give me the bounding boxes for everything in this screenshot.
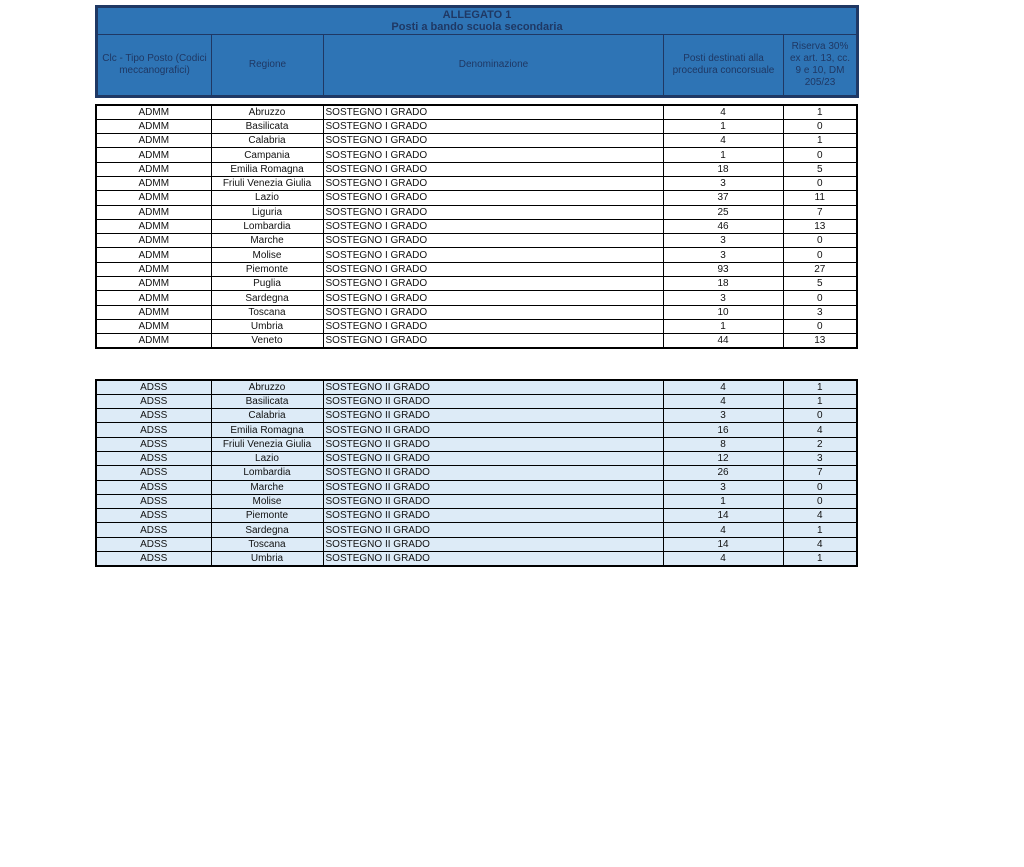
region-cell: Umbria (211, 319, 323, 333)
posti-cell: 14 (663, 537, 783, 551)
region-cell: Lombardia (211, 466, 323, 480)
region-cell: Emilia Romagna (211, 162, 323, 176)
title-line-2: Posti a bando scuola secondaria (391, 21, 563, 33)
table-row (96, 219, 857, 233)
denomination-cell: SOSTEGNO I GRADO (323, 191, 663, 205)
posti-cell: 4 (663, 523, 783, 537)
region-cell: Lazio (211, 191, 323, 205)
col-header-regione: Regione (212, 35, 324, 97)
table-row (96, 176, 857, 190)
region-cell: Basilicata (211, 119, 323, 133)
table-row (96, 334, 857, 348)
denomination-cell: SOSTEGNO I GRADO (323, 105, 663, 119)
region-cell: Calabria (211, 409, 323, 423)
code-cell: ADMM (96, 234, 211, 248)
posti-cell: 1 (663, 319, 783, 333)
table-row (96, 509, 857, 523)
table-row (96, 305, 857, 319)
riserva-cell: 0 (783, 248, 857, 262)
code-cell: ADSS (96, 380, 211, 394)
denomination-cell: SOSTEGNO I GRADO (323, 262, 663, 276)
code-cell: ADMM (96, 334, 211, 348)
posti-cell: 26 (663, 466, 783, 480)
col-header-riserva: Riserva 30% ex art. 13, cc. 9 e 10, DM 205/23 (784, 35, 858, 97)
region-cell: Toscana (211, 305, 323, 319)
region-cell: Friuli Venezia Giulia (211, 437, 323, 451)
table-row (96, 291, 857, 305)
code-cell: ADSS (96, 509, 211, 523)
region-cell: Sardegna (211, 523, 323, 537)
table-row (96, 205, 857, 219)
table-row (96, 552, 857, 566)
posti-cell: 93 (663, 262, 783, 276)
table-adss-sostegno-ii-grado (95, 379, 858, 567)
region-cell: Basilicata (211, 394, 323, 408)
code-cell: ADMM (96, 134, 211, 148)
region-cell: Emilia Romagna (211, 423, 323, 437)
posti-cell: 3 (663, 248, 783, 262)
riserva-cell: 1 (783, 380, 857, 394)
table-admm-body (96, 105, 857, 348)
code-cell: ADMM (96, 191, 211, 205)
region-cell: Lazio (211, 451, 323, 465)
denomination-cell: SOSTEGNO I GRADO (323, 119, 663, 133)
riserva-cell: 0 (783, 176, 857, 190)
posti-cell: 18 (663, 277, 783, 291)
posti-cell: 3 (663, 409, 783, 423)
region-cell: Marche (211, 480, 323, 494)
table-row (96, 191, 857, 205)
allegato-header-block (95, 5, 859, 98)
col-header-posti: Posti destinati alla procedura concorsuale (664, 35, 784, 97)
riserva-cell: 0 (783, 494, 857, 508)
code-cell: ADMM (96, 105, 211, 119)
code-cell: ADSS (96, 437, 211, 451)
region-cell: Abruzzo (211, 105, 323, 119)
posti-cell: 4 (663, 105, 783, 119)
riserva-cell: 1 (783, 105, 857, 119)
code-cell: ADSS (96, 451, 211, 465)
column-header-row (97, 35, 858, 97)
table-row (96, 380, 857, 394)
denomination-cell: SOSTEGNO II GRADO (323, 523, 663, 537)
table-row (96, 423, 857, 437)
denomination-cell: SOSTEGNO I GRADO (323, 134, 663, 148)
table-row (96, 277, 857, 291)
posti-cell: 3 (663, 480, 783, 494)
region-cell: Piemonte (211, 262, 323, 276)
code-cell: ADSS (96, 394, 211, 408)
riserva-cell: 0 (783, 480, 857, 494)
code-cell: ADMM (96, 277, 211, 291)
denomination-cell: SOSTEGNO II GRADO (323, 394, 663, 408)
region-cell: Molise (211, 248, 323, 262)
table-row (96, 119, 857, 133)
riserva-cell: 1 (783, 394, 857, 408)
posti-cell: 3 (663, 234, 783, 248)
riserva-cell: 4 (783, 423, 857, 437)
code-cell: ADMM (96, 119, 211, 133)
riserva-cell: 0 (783, 148, 857, 162)
table-row (96, 523, 857, 537)
region-cell: Veneto (211, 334, 323, 348)
riserva-cell: 4 (783, 537, 857, 551)
region-cell: Campania (211, 148, 323, 162)
posti-cell: 4 (663, 380, 783, 394)
table-row (96, 409, 857, 423)
code-cell: ADSS (96, 537, 211, 551)
posti-cell: 4 (663, 552, 783, 566)
posti-cell: 12 (663, 451, 783, 465)
table-row (96, 537, 857, 551)
denomination-cell: SOSTEGNO I GRADO (323, 291, 663, 305)
table-row (96, 451, 857, 465)
posti-cell: 10 (663, 305, 783, 319)
title-line-1: ALLEGATO 1 (442, 9, 512, 21)
title-row (97, 7, 858, 35)
posti-cell: 18 (663, 162, 783, 176)
riserva-cell: 1 (783, 523, 857, 537)
denomination-cell: SOSTEGNO II GRADO (323, 509, 663, 523)
riserva-cell: 5 (783, 162, 857, 176)
riserva-cell: 4 (783, 509, 857, 523)
denomination-cell: SOSTEGNO I GRADO (323, 248, 663, 262)
riserva-cell: 13 (783, 219, 857, 233)
posti-cell: 4 (663, 394, 783, 408)
table-row (96, 105, 857, 119)
region-cell: Sardegna (211, 291, 323, 305)
posti-cell: 1 (663, 148, 783, 162)
region-cell: Molise (211, 494, 323, 508)
region-cell: Friuli Venezia Giulia (211, 176, 323, 190)
riserva-cell: 0 (783, 119, 857, 133)
code-cell: ADSS (96, 423, 211, 437)
col-header-denominazione: Denominazione (324, 35, 664, 97)
denomination-cell: SOSTEGNO II GRADO (323, 423, 663, 437)
riserva-cell: 1 (783, 134, 857, 148)
posti-cell: 37 (663, 191, 783, 205)
denomination-cell: SOSTEGNO I GRADO (323, 176, 663, 190)
denomination-cell: SOSTEGNO I GRADO (323, 277, 663, 291)
posti-cell: 4 (663, 134, 783, 148)
posti-cell: 1 (663, 494, 783, 508)
code-cell: ADSS (96, 466, 211, 480)
code-cell: ADMM (96, 305, 211, 319)
region-cell: Lombardia (211, 219, 323, 233)
table-row (96, 480, 857, 494)
riserva-cell: 13 (783, 334, 857, 348)
region-cell: Calabria (211, 134, 323, 148)
region-cell: Puglia (211, 277, 323, 291)
code-cell: ADMM (96, 262, 211, 276)
riserva-cell: 27 (783, 262, 857, 276)
region-cell: Umbria (211, 552, 323, 566)
posti-cell: 16 (663, 423, 783, 437)
document-title (97, 7, 858, 35)
code-cell: ADSS (96, 552, 211, 566)
region-cell: Liguria (211, 205, 323, 219)
region-cell: Abruzzo (211, 380, 323, 394)
riserva-cell: 0 (783, 234, 857, 248)
code-cell: ADMM (96, 176, 211, 190)
denomination-cell: SOSTEGNO II GRADO (323, 380, 663, 394)
col-header-tipo-posto: Clc - Tipo Posto (Codici meccanografici) (97, 35, 212, 97)
table-row (96, 262, 857, 276)
code-cell: ADSS (96, 494, 211, 508)
riserva-cell: 2 (783, 437, 857, 451)
table-row (96, 134, 857, 148)
region-cell: Piemonte (211, 509, 323, 523)
code-cell: ADMM (96, 319, 211, 333)
code-cell: ADSS (96, 523, 211, 537)
posti-cell: 46 (663, 219, 783, 233)
riserva-cell: 3 (783, 305, 857, 319)
denomination-cell: SOSTEGNO I GRADO (323, 148, 663, 162)
riserva-cell: 3 (783, 451, 857, 465)
code-cell: ADMM (96, 248, 211, 262)
riserva-cell: 0 (783, 319, 857, 333)
table-row (96, 319, 857, 333)
table-row (96, 394, 857, 408)
denomination-cell: SOSTEGNO I GRADO (323, 219, 663, 233)
table-adss-body (96, 380, 857, 566)
riserva-cell: 7 (783, 466, 857, 480)
table-row (96, 466, 857, 480)
riserva-cell: 1 (783, 552, 857, 566)
posti-cell: 25 (663, 205, 783, 219)
posti-cell: 44 (663, 334, 783, 348)
denomination-cell: SOSTEGNO I GRADO (323, 162, 663, 176)
posti-cell: 3 (663, 176, 783, 190)
denomination-cell: SOSTEGNO II GRADO (323, 494, 663, 508)
table-row (96, 148, 857, 162)
region-cell: Marche (211, 234, 323, 248)
posti-cell: 3 (663, 291, 783, 305)
denomination-cell: SOSTEGNO II GRADO (323, 437, 663, 451)
posti-cell: 8 (663, 437, 783, 451)
table-row (96, 162, 857, 176)
table-row (96, 437, 857, 451)
code-cell: ADSS (96, 409, 211, 423)
riserva-cell: 7 (783, 205, 857, 219)
table-row (96, 234, 857, 248)
table-row (96, 494, 857, 508)
code-cell: ADMM (96, 148, 211, 162)
riserva-cell: 0 (783, 409, 857, 423)
riserva-cell: 11 (783, 191, 857, 205)
code-cell: ADMM (96, 205, 211, 219)
code-cell: ADMM (96, 219, 211, 233)
denomination-cell: SOSTEGNO I GRADO (323, 305, 663, 319)
table-row (96, 248, 857, 262)
denomination-cell: SOSTEGNO I GRADO (323, 319, 663, 333)
denomination-cell: SOSTEGNO II GRADO (323, 480, 663, 494)
denomination-cell: SOSTEGNO II GRADO (323, 552, 663, 566)
denomination-cell: SOSTEGNO II GRADO (323, 466, 663, 480)
posti-cell: 14 (663, 509, 783, 523)
denomination-cell: SOSTEGNO II GRADO (323, 537, 663, 551)
code-cell: ADMM (96, 162, 211, 176)
code-cell: ADSS (96, 480, 211, 494)
denomination-cell: SOSTEGNO II GRADO (323, 451, 663, 465)
denomination-cell: SOSTEGNO I GRADO (323, 234, 663, 248)
riserva-cell: 0 (783, 291, 857, 305)
posti-cell: 1 (663, 119, 783, 133)
denomination-cell: SOSTEGNO II GRADO (323, 409, 663, 423)
code-cell: ADMM (96, 291, 211, 305)
denomination-cell: SOSTEGNO I GRADO (323, 334, 663, 348)
denomination-cell: SOSTEGNO I GRADO (323, 205, 663, 219)
riserva-cell: 5 (783, 277, 857, 291)
region-cell: Toscana (211, 537, 323, 551)
table-admm-sostegno-i-grado (95, 104, 858, 349)
